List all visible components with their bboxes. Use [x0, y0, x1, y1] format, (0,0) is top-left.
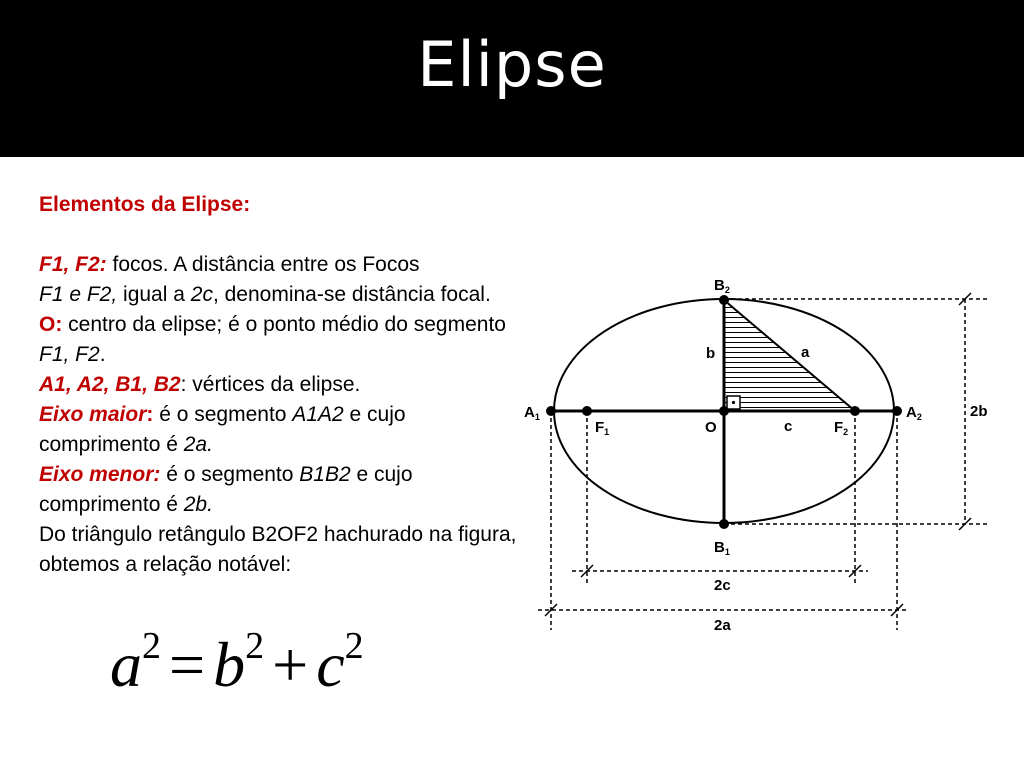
foci-italic-2: 2c [190, 283, 213, 306]
center-desc-1: centro da elipse; é o ponto médio do segmento [62, 313, 506, 336]
formula-b: b [213, 629, 246, 700]
label-seg-b: b [706, 345, 716, 362]
formula-a: a [110, 629, 142, 700]
point-a1 [546, 406, 556, 416]
foci-desc-2: igual a [117, 283, 191, 306]
label-dim-2b: 2b [970, 403, 988, 420]
vertices-desc: : vértices da elipse. [180, 373, 361, 396]
minor-axis-desc-1: é o segmento [160, 463, 300, 486]
label-f2: $F_2$ [834, 419, 849, 437]
formula-exp-c: 2 [344, 625, 364, 667]
foci-desc-1: focos. A distância entre os Focos [106, 253, 420, 276]
center-italic: F1, F2 [39, 343, 100, 366]
major-axis-colon: : [146, 403, 154, 426]
section-heading: Elementos da Elipse: [39, 193, 251, 216]
minor-axis-italic-1: B1B2 [299, 463, 351, 486]
label-dim-2a: 2a [714, 617, 731, 634]
major-axis-desc-1: é o segmento [153, 403, 293, 426]
formula-plus: + [272, 629, 309, 700]
foci-desc-3: , denomina-se distância focal. [212, 283, 491, 306]
final-paragraph: Do triângulo retângulo B2OF2 hachurado na figura, obtemos a relação notável: [39, 523, 517, 576]
foci-label: F1, F2: [39, 253, 107, 276]
minor-axis-label: Eixo menor: [39, 463, 161, 486]
major-axis-label: Eixo maior [39, 403, 147, 426]
formula-c: c [316, 629, 345, 700]
label-dim-2c: 2c [714, 577, 731, 594]
minor-axis-italic-2: 2b. [183, 493, 213, 516]
point-f2 [850, 406, 860, 416]
label-seg-a: a [801, 344, 810, 361]
formula-equals: = [169, 629, 206, 700]
label-b1: $B_1$ [714, 539, 730, 557]
vertices-label: A1, A2, B1, B2 [39, 373, 181, 396]
formula-exp-a: 2 [142, 625, 161, 667]
point-o [719, 406, 729, 416]
foci-italic-1: F1 e F2, [39, 283, 118, 306]
major-axis-italic-2: 2a. [183, 433, 213, 456]
point-b2 [719, 295, 729, 305]
label-o: O [705, 419, 717, 436]
point-f1 [582, 406, 592, 416]
formula-exp-b: 2 [245, 625, 265, 667]
point-a2 [892, 406, 902, 416]
label-seg-c: c [784, 418, 793, 435]
minor-axis-desc-2: e cujo comprimento é [39, 463, 413, 516]
center-label: O: [39, 313, 63, 336]
center-desc-2: . [99, 343, 106, 366]
label-b2: $B_2$ [714, 277, 730, 295]
label-f1: $F_1$ [595, 419, 610, 437]
point-b1 [719, 519, 729, 529]
major-axis-italic-1: A1A2 [292, 403, 344, 426]
label-a1: $A_1$ [524, 404, 540, 422]
right-angle-dot [732, 401, 735, 404]
label-a2: $A_2$ [906, 404, 922, 422]
major-axis-desc-2: e cujo comprimento é [39, 403, 406, 456]
slide-title: Elipse [417, 28, 607, 101]
hatched-triangle [724, 300, 855, 411]
